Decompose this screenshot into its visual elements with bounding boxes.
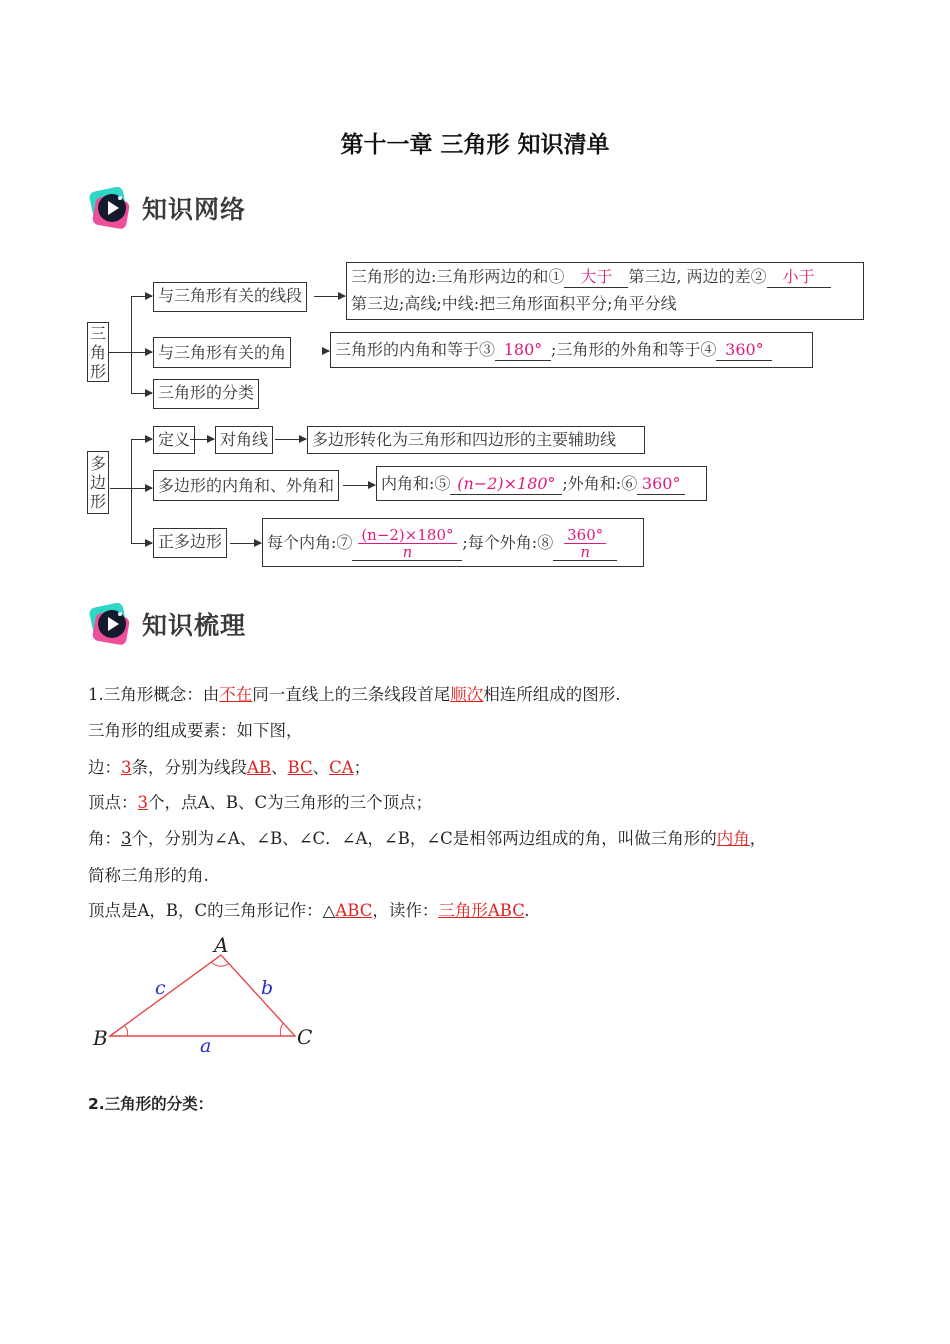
angles-box: 与三角形有关的角 bbox=[153, 337, 291, 368]
play-logo-icon bbox=[88, 183, 134, 233]
play-logo-icon bbox=[88, 599, 134, 649]
angles-line: 角：3个，分别为∠A、∠B、∠C．∠A，∠B，∠C是相邻两边组成的角，叫做三角形的内角， bbox=[88, 829, 767, 848]
svg-text:c: c bbox=[155, 977, 166, 999]
concept-line: 1.三角形概念：由不在同一直线上的三条线段首尾顺次相连所组成的图形. bbox=[88, 685, 621, 704]
angles-detail-box: 三角形的内角和等于③ 180° ;三角形的外角和等于④ 360° bbox=[330, 332, 813, 368]
angles-line-cont: 简称三角形的角. bbox=[88, 866, 209, 885]
page-title: 第十一章 三角形 知识清单 bbox=[340, 132, 610, 158]
elements-line: 三角形的组成要素：如下图， bbox=[88, 721, 303, 740]
angle-sums-detail-box: 内角和:⑤ (n−2)×180° ;外角和:⑥ 360° bbox=[376, 466, 707, 501]
vertices-line: 顶点：3个，点A、B、C为三角形的三个顶点； bbox=[88, 793, 433, 812]
sides-line: 边：3条，分别为线段AB、BC、CA； bbox=[88, 758, 371, 777]
regular-polygon-box: 正多边形 bbox=[153, 528, 227, 558]
svg-text:b: b bbox=[261, 977, 274, 999]
svg-text:B: B bbox=[93, 1026, 108, 1050]
segments-box: 与三角形有关的线段 bbox=[153, 282, 307, 312]
section-header-network bbox=[88, 183, 246, 233]
classification-box: 三角形的分类 bbox=[153, 379, 259, 409]
diagonal-detail-box: 多边形转化为三角形和四边形的主要辅助线 bbox=[307, 426, 645, 454]
section-title: 知识梳理 bbox=[142, 611, 247, 640]
regular-detail-box: 每个内角:⑦ $\frac{(n-2)\times 180^\circ}{n}$ ;每个外角:⑧ $\frac{360^\circ}{n}$ bbox=[262, 518, 644, 567]
svg-text:C: C bbox=[297, 1025, 313, 1049]
triangle-root: 三角形 bbox=[87, 322, 109, 382]
classification-heading: 2.三角形的分类： bbox=[88, 1095, 214, 1113]
definition-box: 定义 bbox=[153, 426, 195, 454]
notation-line: 顶点是A，B，C的三角形记作：△ABC，读作：三角形ABC. bbox=[88, 901, 530, 920]
diagonal-box: 对角线 bbox=[215, 426, 273, 454]
section-header-review bbox=[88, 599, 246, 649]
polygon-root: 多边形 bbox=[87, 451, 109, 514]
svg-text:A: A bbox=[214, 933, 229, 957]
angle-sums-box: 多边形的内角和、外角和 bbox=[153, 470, 339, 501]
segments-detail-box: 三角形的边:三角形两边的和① 大于 第三边, 两边的差② 小于 第三边;高线;中线:把三角形面积平分;角平分线 bbox=[346, 262, 864, 320]
section-title: 知识网络 bbox=[142, 195, 247, 224]
triangle-figure bbox=[85, 930, 325, 1060]
svg-text:a: a bbox=[200, 1035, 212, 1057]
